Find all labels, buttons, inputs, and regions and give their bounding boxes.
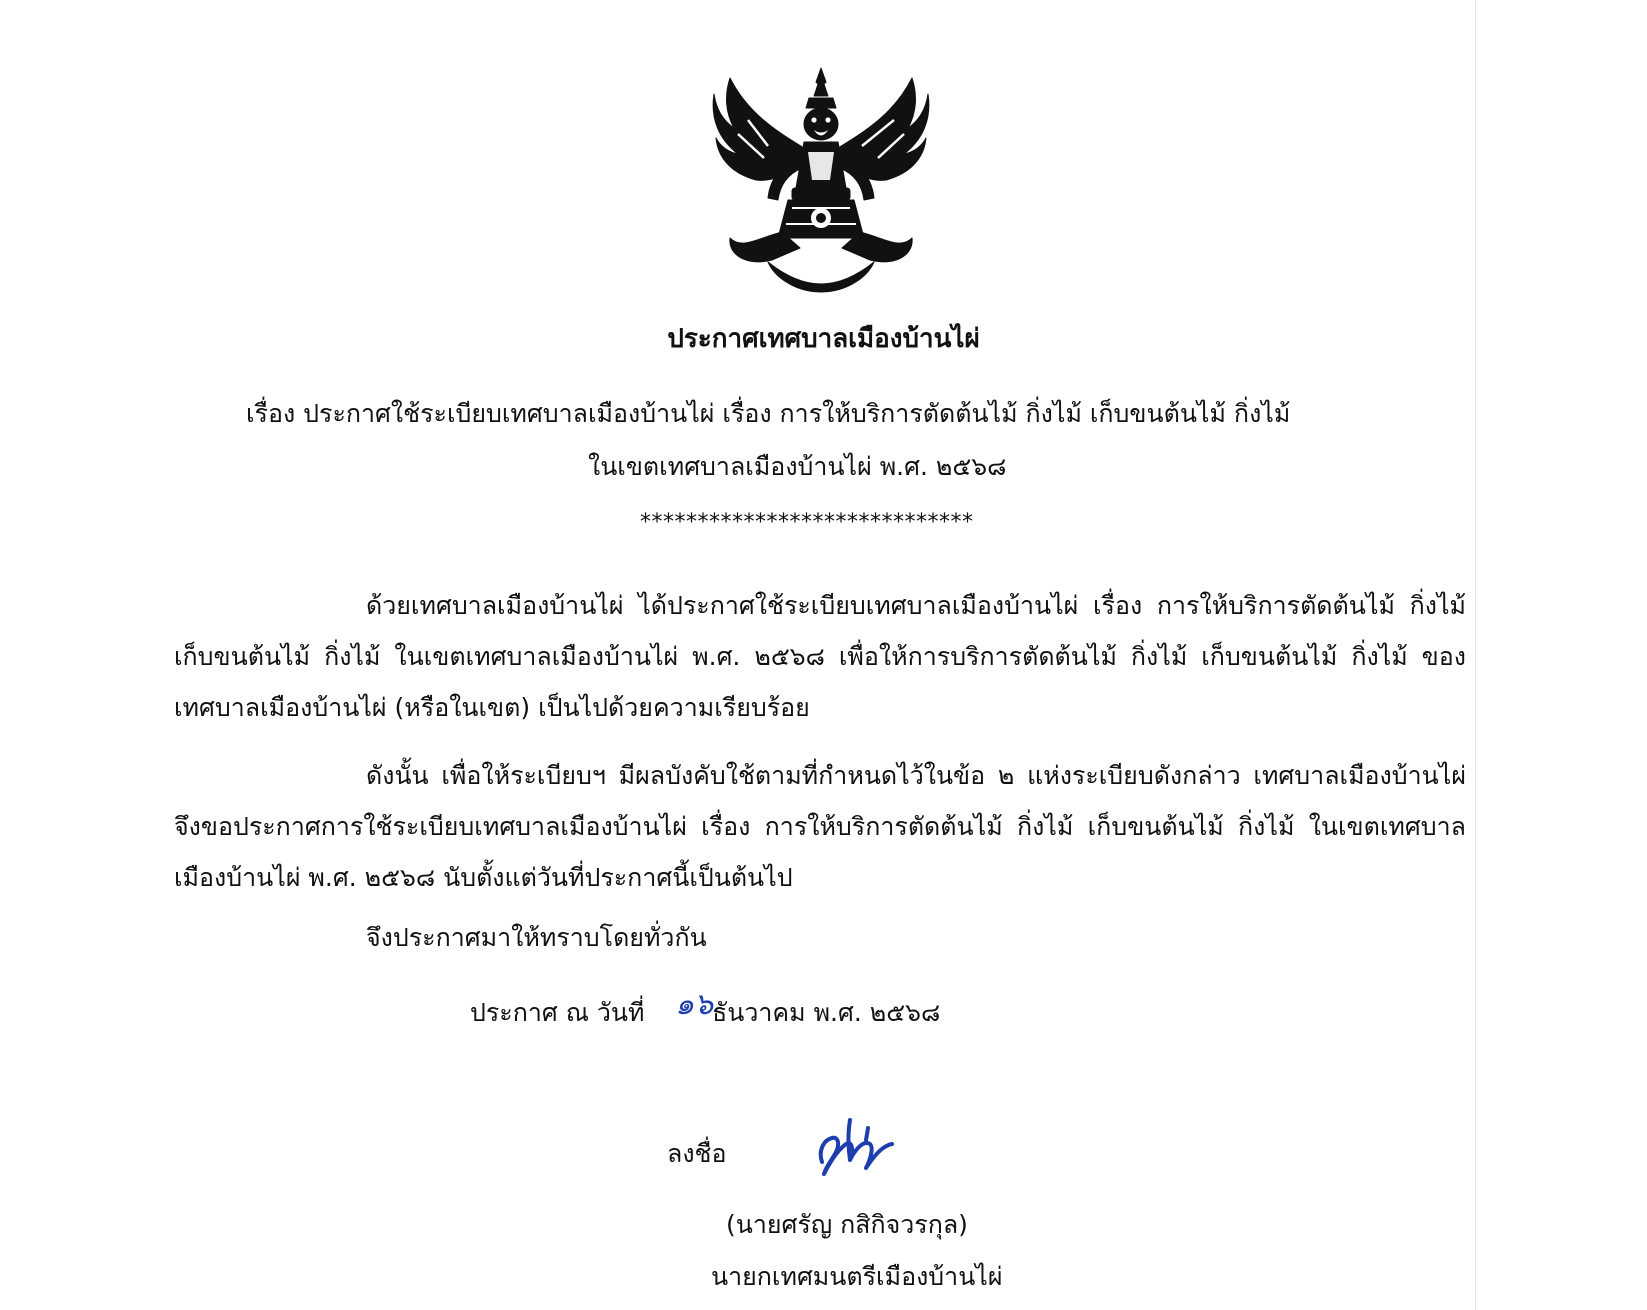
subject-line-2: ในเขตเทศบาลเมืองบ้านไผ่ พ.ศ. ๒๕๖๘	[588, 452, 1007, 481]
handwritten-signature	[808, 1110, 908, 1182]
signatory-name: (นายศรัญ กสิกิจวรกุล)	[726, 1210, 968, 1239]
date-prefix: ประกาศ ณ วันที่	[470, 998, 645, 1027]
document-title: ประกาศเทศบาลเมืองบ้านไผ่	[667, 324, 980, 354]
body-paragraph-2: ดังนั้น เพื่อให้ระเบียบฯ มีผลบังคับใช้ตามที่กำหนดไว้ในข้อ ๒ แห่งระเบียบดังกล่าว เทศบาลเมืองบ้านไผ่ จึงขอประกาศการใช้ระเบียบเทศบาลเมืองบ้านไผ่ เรื่อง การให้บริการตัดต้นไม้ กิ่งไม้ เก็บขนต้นไม้ กิ่งไม้ ในเขตเทศบาลเมืองบ้านไผ่ พ.ศ. ๒๕๖๘ นับตั้งแต่วันที่ประกาศนี้เป็นต้นไป	[174, 761, 1466, 892]
closing-statement: จึงประกาศมาให้ทราบโดยทั่วกัน	[366, 923, 707, 952]
date-day-handwritten: ๑๖	[675, 987, 714, 1022]
signatory-position: นายกเทศมนตรีเมืองบ้านไผ่	[711, 1262, 1003, 1291]
subject-line-1: เรื่อง ประกาศใช้ระเบียบเทศบาลเมืองบ้านไผ่ เรื่อง การให้บริการตัดต้นไม้ กิ่งไม้ เก็บขนต้นไม้ กิ่งไม้	[246, 399, 1291, 428]
separator-stars: *****************************	[640, 510, 974, 535]
body-paragraph-1: ด้วยเทศบาลเมืองบ้านไผ่ ได้ประกาศใช้ระเบียบเทศบาลเมืองบ้านไผ่ เรื่อง การให้บริการตัดต้นไม้ กิ่งไม้ เก็บขนต้นไม้ กิ่งไม้ ในเขตเทศบาลเมืองบ้านไผ่ พ.ศ. ๒๕๖๘ เพื่อให้การบริการตัดต้นไม้ กิ่งไม้ เก็บขนต้นไม้ กิ่งไม้ ของเทศบาลเมืองบ้านไผ่ (หรือในเขต) เป็นไปด้วยความเรียบร้อย	[174, 591, 1466, 722]
page-edge-divider	[1475, 0, 1476, 1310]
signature-label: ลงชื่อ	[667, 1139, 727, 1168]
garuda-emblem-icon	[708, 62, 934, 294]
date-month-year: ธันวาคม พ.ศ. ๒๕๖๘	[712, 998, 941, 1027]
